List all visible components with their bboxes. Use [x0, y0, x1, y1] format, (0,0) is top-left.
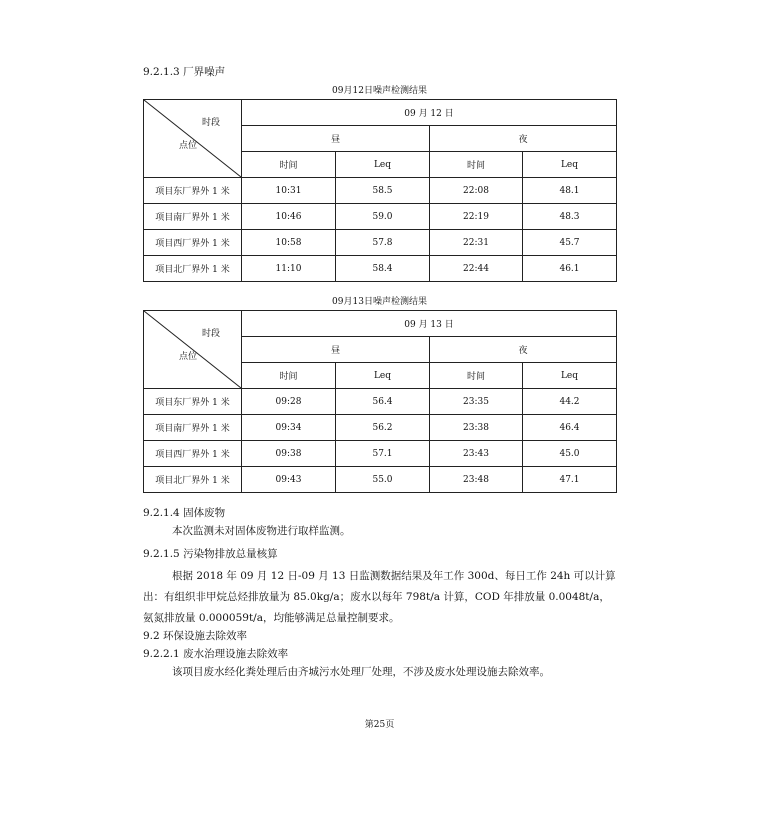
- table-corner-header: [144, 100, 242, 178]
- col-day-time: 时间: [242, 363, 336, 389]
- table-row: [144, 204, 617, 230]
- night-time-cell: 22:31: [430, 230, 523, 256]
- col-day-leq: Leq: [336, 152, 430, 178]
- noise-table-0912: [143, 99, 617, 282]
- col-night-leq: Leq: [523, 152, 617, 178]
- night-leq-cell: 48.3: [523, 204, 617, 230]
- day-time-cell: 09:28: [242, 389, 336, 415]
- night-leq-cell: 47.1: [523, 467, 617, 493]
- night-header: 夜: [430, 337, 617, 363]
- night-header: 夜: [430, 126, 617, 152]
- total-text-line-2: 出：有组织非甲烷总烃排放量为 85.0kg/a；废水以每年 798t/a 计算，COD 年排放量 0.0048t/a，: [143, 591, 610, 603]
- col-night-leq: Leq: [523, 363, 617, 389]
- total-text-line-1: 根据 2018 年 09 月 12 日-09 月 13 日监测数据结果及年工作 300d、每日工作 24h 可以计算: [172, 570, 616, 582]
- col-day-leq: Leq: [336, 363, 430, 389]
- day-header: 昼: [242, 126, 430, 152]
- solid-waste-text: 本次监测未对固体废物进行取样监测。: [172, 525, 351, 537]
- efficiency-heading: 9.2 环保设施去除效率: [143, 630, 248, 642]
- day-time-cell: 09:38: [242, 441, 336, 467]
- total-emission-heading: 9.2.1.5 污染物排放总量核算: [143, 548, 278, 560]
- day-time-cell: 11:10: [242, 256, 336, 282]
- day-leq-cell: 56.4: [336, 389, 430, 415]
- table-row: [144, 415, 617, 441]
- point-cell: 项目西厂界外 1 米: [144, 441, 242, 467]
- total-text-line-3: 氨氮排放量 0.000059t/a，均能够满足总量控制要求。: [143, 612, 400, 624]
- table-row: [144, 256, 617, 282]
- night-time-cell: 23:43: [430, 441, 523, 467]
- corner-period-label: 时段: [202, 118, 221, 128]
- day-time-cell: 10:58: [242, 230, 336, 256]
- table-row: [144, 389, 617, 415]
- day-leq-cell: 58.5: [336, 178, 430, 204]
- day-time-cell: 09:34: [242, 415, 336, 441]
- night-time-cell: 22:19: [430, 204, 523, 230]
- wastewater-heading: 9.2.2.1 废水治理设施去除效率: [143, 648, 289, 660]
- night-time-cell: 23:48: [430, 467, 523, 493]
- table-row: [144, 230, 617, 256]
- point-cell: 项目东厂界外 1 米: [144, 178, 242, 204]
- day-header: 昼: [242, 337, 430, 363]
- day-leq-cell: 57.8: [336, 230, 430, 256]
- point-cell: 项目南厂界外 1 米: [144, 415, 242, 441]
- col-night-time: 时间: [430, 363, 523, 389]
- table-1-caption: 09月12日噪声检测结果: [332, 86, 427, 96]
- table-row: [144, 441, 617, 467]
- noise-section-heading: 9.2.1.3 厂界噪声: [143, 66, 226, 78]
- date-header: 09 月 12 日: [242, 100, 617, 126]
- night-time-cell: 22:44: [430, 256, 523, 282]
- table-row: [144, 178, 617, 204]
- night-leq-cell: 45.7: [523, 230, 617, 256]
- point-cell: 项目西厂界外 1 米: [144, 230, 242, 256]
- page-number: 第25页: [364, 720, 395, 730]
- corner-point-label: 点位: [179, 352, 198, 362]
- table-row: [144, 467, 617, 493]
- day-leq-cell: 55.0: [336, 467, 430, 493]
- day-time-cell: 09:43: [242, 467, 336, 493]
- corner-point-label: 点位: [179, 141, 198, 151]
- day-leq-cell: 58.4: [336, 256, 430, 282]
- day-leq-cell: 57.1: [336, 441, 430, 467]
- date-header: 09 月 13 日: [242, 311, 617, 337]
- day-time-cell: 10:31: [242, 178, 336, 204]
- point-cell: 项目北厂界外 1 米: [144, 467, 242, 493]
- noise-table-0913: [143, 310, 617, 493]
- night-time-cell: 23:38: [430, 415, 523, 441]
- day-time-cell: 10:46: [242, 204, 336, 230]
- night-leq-cell: 45.0: [523, 441, 617, 467]
- table-corner-header: [144, 311, 242, 389]
- point-cell: 项目东厂界外 1 米: [144, 389, 242, 415]
- night-leq-cell: 46.1: [523, 256, 617, 282]
- night-leq-cell: 48.1: [523, 178, 617, 204]
- table-2-caption: 09月13日噪声检测结果: [332, 297, 427, 307]
- point-cell: 项目南厂界外 1 米: [144, 204, 242, 230]
- day-leq-cell: 59.0: [336, 204, 430, 230]
- solid-waste-heading: 9.2.1.4 固体废物: [143, 507, 226, 519]
- night-leq-cell: 46.4: [523, 415, 617, 441]
- corner-period-label: 时段: [202, 329, 221, 339]
- wastewater-text: 该项目废水经化粪处理后由齐城污水处理厂处理，不涉及废水处理设施去除效率。: [172, 666, 550, 678]
- day-leq-cell: 56.2: [336, 415, 430, 441]
- night-time-cell: 22:08: [430, 178, 523, 204]
- night-leq-cell: 44.2: [523, 389, 617, 415]
- point-cell: 项目北厂界外 1 米: [144, 256, 242, 282]
- night-time-cell: 23:35: [430, 389, 523, 415]
- col-day-time: 时间: [242, 152, 336, 178]
- col-night-time: 时间: [430, 152, 523, 178]
